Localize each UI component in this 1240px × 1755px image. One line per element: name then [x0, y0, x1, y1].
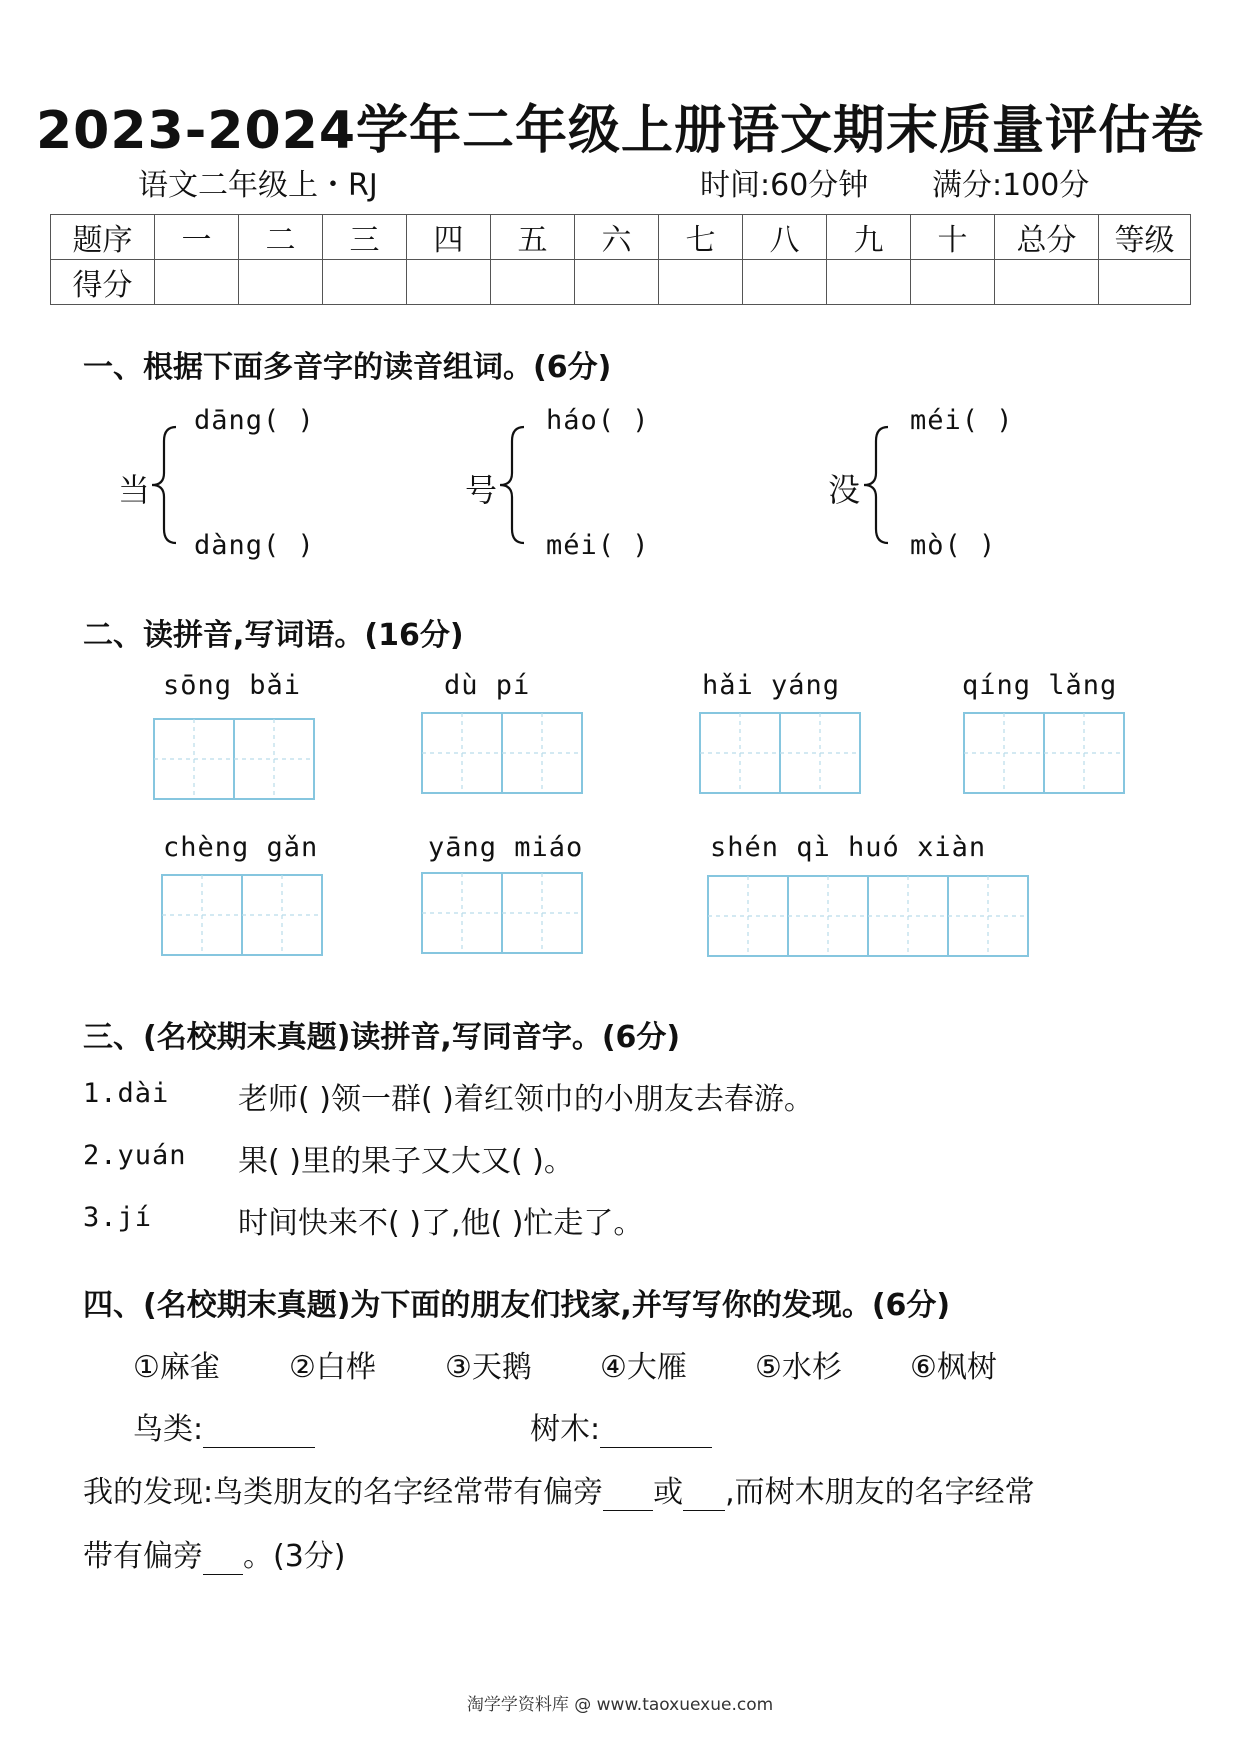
finding-text: 或: [653, 1475, 684, 1510]
question-label: 1.dài: [83, 1078, 170, 1109]
table-cell: 三: [323, 215, 407, 260]
option-item: ③天鹅: [445, 1350, 532, 1385]
pinyin-reading-top: háo( ): [546, 405, 650, 436]
table-cell: 五: [491, 215, 575, 260]
score-input-cell[interactable]: [575, 260, 659, 305]
writing-grid[interactable]: [153, 718, 317, 802]
pinyin-reading-bottom: mò( ): [910, 530, 997, 561]
table-cell: 十: [911, 215, 995, 260]
score-input-cell[interactable]: [323, 260, 407, 305]
page-title: 2023-2024学年二年级上册语文期末质量评估卷: [35, 101, 1205, 161]
pinyin-reading-bottom: dàng( ): [194, 530, 315, 561]
pinyin-word: chèng gǎn: [163, 832, 319, 863]
pinyin-word: shén qì huó xiàn: [710, 832, 987, 863]
option-item: ⑥枫树: [910, 1350, 997, 1385]
writing-grid[interactable]: [161, 874, 325, 958]
full-score-label: 满分:100分: [932, 168, 1090, 203]
pinyin-reading-top: méi( ): [910, 405, 1014, 436]
score-input-cell[interactable]: [911, 260, 995, 305]
section-1-title: 一、根据下面多音字的读音组词。(6分): [83, 350, 612, 385]
score-input-cell[interactable]: [407, 260, 491, 305]
finding-text: ,而树木朋友的名字经常: [725, 1475, 1035, 1510]
score-input-cell[interactable]: [155, 260, 239, 305]
question-label: 3.jí: [83, 1202, 153, 1233]
table-cell: 二: [239, 215, 323, 260]
table-cell: 四: [407, 215, 491, 260]
pinyin-word: yāng miáo: [428, 832, 584, 863]
table-cell: 六: [575, 215, 659, 260]
writing-grid[interactable]: [699, 712, 863, 796]
bracket-icon: [150, 415, 186, 555]
bracket-icon: [498, 415, 534, 555]
question-label: 2.yuán: [83, 1140, 187, 1171]
question-text: 时间快来不( )了,他( )忙走了。: [238, 1206, 644, 1241]
answer-blank[interactable]: [683, 1475, 725, 1511]
tree-label: 树木:: [530, 1412, 601, 1447]
option-item: ⑤水杉: [755, 1350, 842, 1385]
score-input-cell[interactable]: [827, 260, 911, 305]
pinyin-reading-bottom: méi( ): [546, 530, 650, 561]
score-input-cell[interactable]: [1099, 260, 1191, 305]
table-cell: 题序: [51, 215, 155, 260]
table-cell: 七: [659, 215, 743, 260]
answer-blank[interactable]: [603, 1475, 653, 1511]
finding-text: 。(3分): [243, 1539, 346, 1574]
finding-line-1: [83, 1467, 1035, 1511]
bracket-icon: [862, 415, 898, 555]
pinyin-reading-top: dāng( ): [194, 405, 315, 436]
section-3-title: 三、(名校期末真题)读拼音,写同音字。(6分): [83, 1020, 681, 1055]
pinyin-word: hǎi yáng: [702, 670, 841, 701]
tree-category: [530, 1404, 712, 1448]
bird-label: 鸟类:: [133, 1412, 204, 1447]
writing-grid[interactable]: [707, 875, 1031, 959]
table-cell: 得分: [51, 260, 155, 305]
score-input-cell[interactable]: [491, 260, 575, 305]
polyphone-char: 没: [828, 471, 861, 509]
option-item: ④大雁: [600, 1350, 687, 1385]
polyphone-char: 号: [465, 471, 498, 509]
pinyin-word: dù pí: [444, 670, 531, 701]
table-cell: 等级: [1099, 215, 1191, 260]
polyphone-char: 当: [118, 471, 151, 509]
subject-label: 语文二年级上・RJ: [138, 168, 378, 203]
answer-blank[interactable]: [600, 1412, 712, 1448]
score-input-cell[interactable]: [995, 260, 1099, 305]
question-text: 果( )里的果子又大又( )。: [238, 1144, 574, 1179]
bird-category: [133, 1404, 315, 1448]
score-input-cell[interactable]: [659, 260, 743, 305]
score-table-score-row: [51, 260, 1191, 305]
table-cell: 总分: [995, 215, 1099, 260]
footer-watermark: 淘学学资料库 @ www.taoxuexue.com: [466, 1695, 774, 1715]
score-table: [50, 214, 1191, 305]
section-4-title: 四、(名校期末真题)为下面的朋友们找家,并写写你的发现。(6分): [83, 1288, 951, 1323]
writing-grid[interactable]: [421, 872, 585, 956]
score-input-cell[interactable]: [743, 260, 827, 305]
question-text: 老师( )领一群( )着红领巾的小朋友去春游。: [238, 1082, 814, 1117]
table-cell: 一: [155, 215, 239, 260]
time-label: 时间:60分钟: [700, 168, 869, 203]
table-cell: 八: [743, 215, 827, 260]
writing-grid[interactable]: [421, 712, 585, 796]
answer-blank[interactable]: [203, 1412, 315, 1448]
pinyin-word: sōng bǎi: [163, 670, 302, 701]
option-item: ②白桦: [289, 1350, 376, 1385]
score-input-cell[interactable]: [239, 260, 323, 305]
finding-text: 带有偏旁: [83, 1539, 203, 1574]
finding-line-2: [83, 1531, 346, 1575]
writing-grid[interactable]: [963, 712, 1127, 796]
pinyin-word: qíng lǎng: [962, 670, 1118, 701]
option-item: ①麻雀: [133, 1350, 220, 1385]
section-2-title: 二、读拼音,写词语。(16分): [83, 618, 464, 653]
answer-blank[interactable]: [203, 1539, 243, 1575]
score-table-header-row: [51, 215, 1191, 260]
finding-text: 我的发现:鸟类朋友的名字经常带有偏旁: [83, 1475, 604, 1510]
table-cell: 九: [827, 215, 911, 260]
